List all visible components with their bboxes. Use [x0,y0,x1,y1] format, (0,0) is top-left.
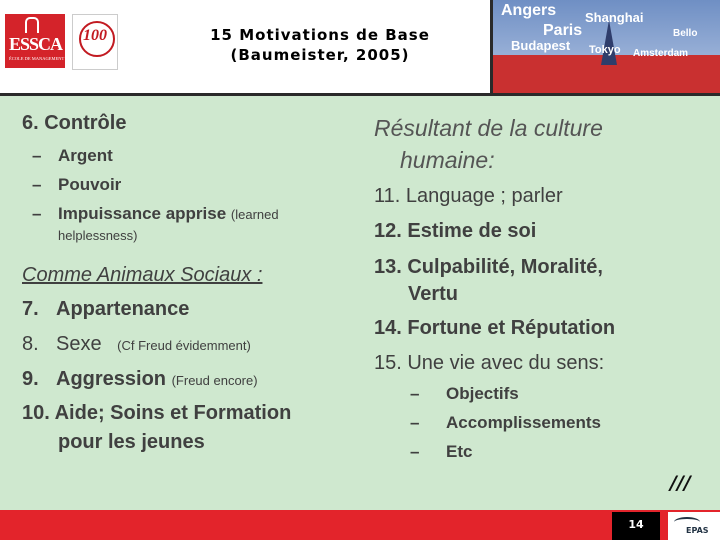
left-sub-item-note-cont: helplessness) [58,228,138,243]
banner-word: Amsterdam [633,48,689,59]
eiffel-tower-icon [601,20,617,65]
left-item-label: Aggression [56,368,167,390]
left-sub-item-note: (learned [230,207,279,222]
banner-word: Paris [543,22,583,39]
dash-bullet: – [32,175,42,194]
tower-icon [25,17,39,33]
left-sub-item-label: Pouvoir [58,175,122,194]
header-divider [0,93,720,96]
left-sub-item [32,146,113,166]
banner-word: Bello [673,28,698,39]
right-item-13-cont: Vertu [408,283,459,305]
left-item [22,333,251,356]
centenary-logo [72,14,118,70]
banner-word: Shanghai [585,10,644,25]
culture-heading-line1: Résultant de la culture [374,115,603,141]
dash-bullet: – [32,146,42,165]
epas-logo [668,512,720,540]
page-number: 14 [628,518,644,531]
dash-bullet: – [410,413,420,432]
left-item-number: 8. [22,333,39,355]
right-sub-item-label: Accomplissements [446,413,601,432]
left-sub-item-label: Argent [58,146,113,165]
slide-title-line2: (Baumeister, 2005) [230,46,410,64]
dash-bullet: – [410,384,420,403]
slide-title-line1: 15 Motivations de Base [210,26,430,44]
right-item-15: 15. Une vie avec du sens: [374,352,605,374]
essca-logo [5,14,65,68]
culture-heading [374,112,704,176]
right-item-11: 11. Language ; parler [374,185,563,207]
slashes-mark: /// [670,472,691,494]
left-item-label: Sexe [56,333,102,355]
epas-logo-text: EPAS [686,526,709,535]
left-item-number: 9. [22,368,39,390]
left-sub-item [32,175,122,195]
right-sub-item-label: Objectifs [446,384,519,403]
banner-word: Tokyo [589,44,621,56]
centenary-logo-text: 100 [83,27,107,44]
city-banner-image [490,0,720,93]
left-item-10: 10. Aide; Soins et Formation [22,402,292,424]
left-sub-item [32,204,279,224]
dash-bullet: – [410,442,420,461]
left-item [22,368,258,391]
right-item-13: 13. Culpabilité, Moralité, [374,256,603,278]
right-item-12: 12. Estime de soi [374,220,537,242]
dash-bullet: – [32,204,42,223]
essca-logo-text: ESSCA [9,34,63,54]
social-heading: Comme Animaux Sociaux : [22,264,263,286]
left-item-label: Appartenance [56,298,190,320]
left-item-note: (Freud encore) [171,373,258,388]
item-6-heading: 6. Contrôle [22,112,127,134]
slide-title [150,25,490,65]
banner-word: Budapest [511,38,571,53]
left-item-number: 7. [22,298,39,320]
right-item-14: 14. Fortune et Réputation [374,317,616,339]
left-item-note: (Cf Freud évidemment) [117,338,251,353]
culture-heading-line2: humaine: [400,147,495,173]
left-sub-item-label: Impuissance apprise [58,204,227,223]
essca-logo-subtext: ÉCOLE DE MANAGEMENT [9,56,65,61]
right-sub-item-label: Etc [446,442,473,461]
header [0,0,720,95]
banner-word: Angers [501,2,557,19]
left-item-10-cont: pour les jeunes [58,431,205,453]
left-item [22,298,189,321]
